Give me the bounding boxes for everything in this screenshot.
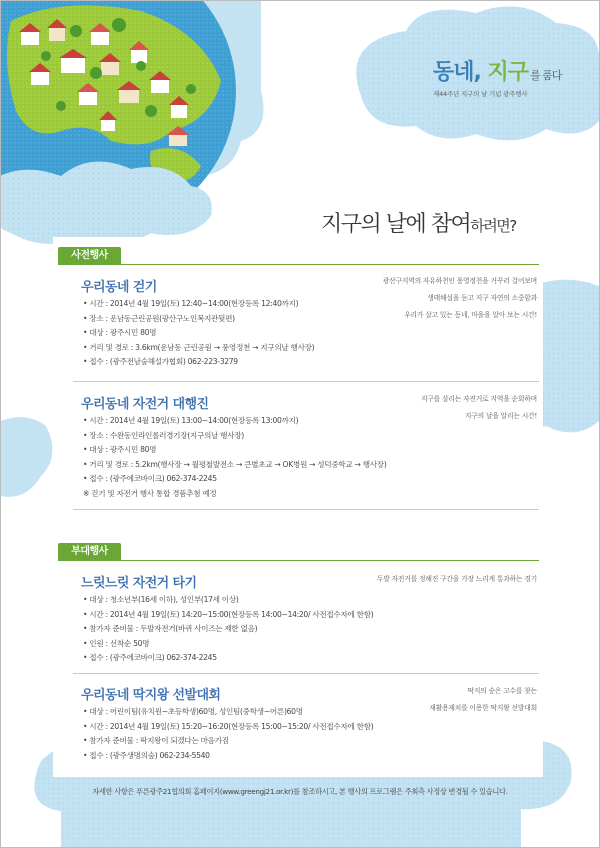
list-item: • 장소 : 운남동근린공원(광산구노인복지관뒷편) xyxy=(83,313,235,323)
list-item: • 시간 : 2014년 4월 19일(토) 15:20~16:20(현장등록 15:00~15:20/ 사전접수자에 한함) xyxy=(83,721,374,731)
event-description-walk xyxy=(383,273,537,324)
description-line: 재활용재치를 이용한 딱지왕 선발대회 xyxy=(429,704,537,712)
event-title-bike-parade: 우리동네 자전거 대행진 xyxy=(81,397,209,412)
list-item: • 접수 : (광주에코바이크) 062-374-2245 xyxy=(83,474,217,484)
section-divider xyxy=(58,264,539,265)
description-line: 생태해설을 듣고 지구 자연의 소중함과 xyxy=(427,294,537,302)
event-title-walk: 우리동네 걷기 xyxy=(81,280,157,295)
list-item: • 참가자 준비물 : 두발자전거(바퀴 사이즈는 제한 없음) xyxy=(83,624,258,634)
list-item: • 장소 : 수완동인라인롤러경기장(지구의날 행사장) xyxy=(83,430,244,440)
list-item: ※ 걷기 및 자전거 행사 통합 경품추첨 예정 xyxy=(83,488,217,498)
event-title-ddakji: 우리동네 딱지왕 선발대회 xyxy=(81,688,221,703)
description-line: 광산구지역의 자유하천인 풍영정천을 거꾸러 걸어보며 xyxy=(382,277,537,285)
event-title-slow-bike: 느릿느릿 자전거 타기 xyxy=(81,576,197,591)
footer-note: 자세한 사항은 푸른광주21협의회 홈페이지(www.greengj21.or.kr)를 참조하시고, 본 행사의 프로그램은 주최측 사정상 변경될 수 있습니다. xyxy=(92,787,508,796)
brand-title-part2: 지구 xyxy=(487,60,529,85)
list-item: • 참가자 준비물 : 딱지왕이 되겠다는 마음가짐 xyxy=(83,736,229,746)
brand-subtitle: 제44주년 지구의 날 기념 광주행사 xyxy=(433,90,528,98)
description-line: 지구의 날을 알리는 시간! xyxy=(464,412,537,420)
brand-title-part3: 를 품다 xyxy=(530,69,562,82)
list-item: • 접수 : (광주전남숲해설가협회) 062-223-3279 xyxy=(83,357,238,367)
event-divider xyxy=(73,381,539,382)
brand-logo xyxy=(433,55,588,98)
headline-main: 지구의 날에 참여 xyxy=(321,212,471,237)
event-description-slow-bike xyxy=(377,571,537,588)
cloud-left-middle xyxy=(1,417,52,497)
section-tab-pre-event: 사전행사 xyxy=(58,247,121,264)
event-divider xyxy=(73,673,539,674)
event-details-bike-parade xyxy=(83,414,387,502)
brand-title-part1: 동네, xyxy=(433,60,481,85)
list-item: • 거리 및 경로 : 3.6km(운남동 근린공원 → 풍영정천 → 지구의날 행사장) xyxy=(83,342,315,352)
description-line: 딱지의 승은 고수를 찾는 xyxy=(467,687,537,695)
list-item: • 접수 : (광주에코바이크) 062-374-2245 xyxy=(83,653,217,663)
list-item: • 시간 : 2014년 4월 19일(토) 14:20~15:00(현장등록 14:00~14:20/ 사전접수자에 한함) xyxy=(83,609,374,619)
list-item: • 대상 : 광주시민 80명 xyxy=(83,328,157,338)
event-divider xyxy=(73,509,539,510)
section-divider xyxy=(58,560,539,561)
list-item: • 시간 : 2014년 4월 19일(토) 12:40~14:00(현장등록 12:40까지) xyxy=(83,299,299,308)
list-item: • 인원 : 선착순 50명 xyxy=(83,638,150,648)
list-item: • 거리 및 경로 : 5.2km(행사장 → 월평철발전소 → 큰별초교 → OK병원 → 성덕중학교 → 행사장) xyxy=(83,459,387,469)
list-item: • 대상 : 광주시민 80명 xyxy=(83,445,157,455)
description-line: 지구를 살리는 자전거로 지역을 순회하며 xyxy=(420,395,537,403)
list-item: • 시간 : 2014년 4월 19일(토) 13:00~14:00(현장등록 13:00까지) xyxy=(83,416,299,425)
description-line: 두발 자전거를 정해진 구간을 가장 느리게 통과하는 경기 xyxy=(376,575,537,583)
list-item: • 접수 : (광주생명의숲) 062-234-5540 xyxy=(83,750,210,760)
list-item: • 대상 : 청소년부(16세 이하), 성인부(17세 이상) xyxy=(83,595,239,604)
description-line: 우리가 살고 있는 동네, 마을을 알아 보는 시간! xyxy=(404,311,537,319)
event-details-ddakji xyxy=(83,705,373,763)
headline-tail: 하려면? xyxy=(470,217,516,235)
event-details-slow-bike xyxy=(83,593,373,666)
section-tab-side-event: 부대행사 xyxy=(58,543,121,560)
event-description-ddakji xyxy=(429,683,537,717)
list-item: • 대상 : 어린이팀(유치원~초등학생)60명, 성인팀(중학생~어른)60명 xyxy=(83,707,303,716)
brand-title xyxy=(433,55,588,86)
event-details-walk xyxy=(83,297,314,370)
page-headline xyxy=(321,207,516,238)
event-description-bike-parade xyxy=(421,391,537,425)
